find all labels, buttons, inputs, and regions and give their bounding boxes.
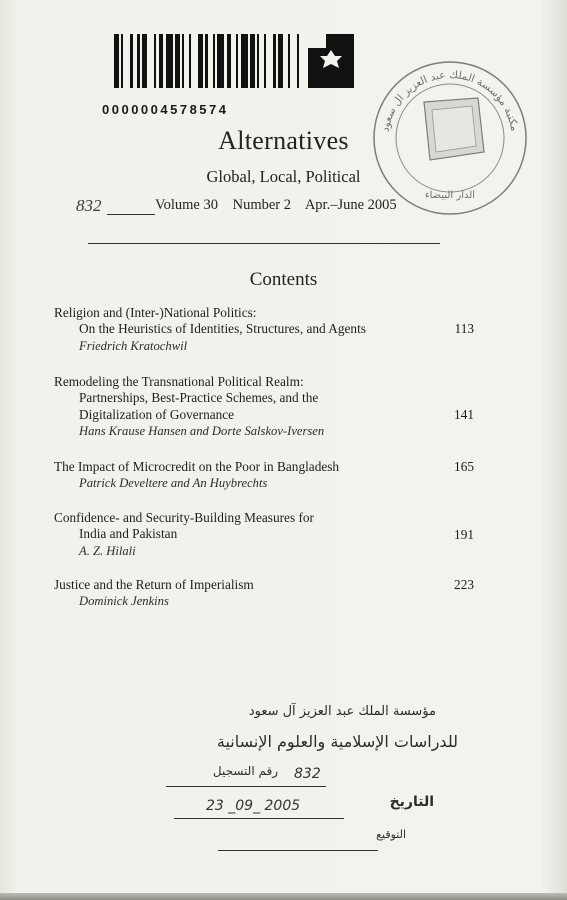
- reg-label: رقم التسجيل: [212, 764, 278, 778]
- registration-stamp: [144, 690, 464, 860]
- barcode-gap: [290, 34, 297, 88]
- toc-entry: [54, 459, 474, 491]
- toc-entry-author: Dominick Jenkins: [79, 594, 169, 609]
- barcode-bar: [241, 34, 248, 88]
- toc-entry: [54, 510, 474, 559]
- library-logo-icon: [308, 34, 354, 88]
- toc-entry-title-line: Remodeling the Transnational Political Realm:: [54, 374, 304, 389]
- barcode-bar: [217, 34, 224, 88]
- barcode-gap: [266, 34, 273, 88]
- page-bottom-edge: [0, 893, 567, 900]
- toc-entry-title-line: India and Pakistan: [79, 526, 178, 542]
- toc-entry-page: 113: [454, 321, 474, 336]
- barcode-gap: [123, 34, 130, 88]
- stamp-institution-line: للدراسات الإسلامية والعلوم الإنسانية: [216, 732, 458, 751]
- barcode-bars: [114, 34, 302, 88]
- divider-rule: [88, 243, 440, 244]
- library-barcode: [100, 26, 352, 117]
- journal-title: Alternatives: [218, 126, 349, 155]
- toc-entry-page: 141: [454, 407, 474, 422]
- stamp-institution-line: مؤسسة الملك عبد العزيز آل سعود: [248, 704, 436, 719]
- signature-label: التوقيع: [376, 828, 406, 841]
- volume-label: Volume 30: [155, 197, 218, 213]
- toc-entry-title-line: Confidence- and Security-Building Measures for: [54, 510, 314, 525]
- issue-info: [155, 197, 408, 214]
- barcode-gap: [299, 34, 301, 88]
- date-value: 23 _09_ 2005: [206, 798, 301, 814]
- issue-date: Apr.–June 2005: [304, 197, 397, 213]
- reg-underline: [166, 786, 326, 787]
- toc-entry-page: 165: [454, 459, 474, 474]
- signature-underline: [218, 850, 378, 851]
- toc-entry-title-line: The Impact of Microcredit on the Poor in Bangladesh: [54, 459, 340, 474]
- toc-entry-title-line: Justice and the Return of Imperialism: [54, 577, 254, 592]
- handwritten-underline: [107, 214, 155, 215]
- date-label: التاريخ: [389, 794, 434, 810]
- number-label: Number 2: [232, 197, 291, 213]
- toc-entry-title-line: Digitalization of Governance: [79, 406, 235, 422]
- stamp-bottom-text: الدار البيضاء: [424, 190, 476, 201]
- toc-entry: [54, 305, 474, 354]
- toc-entry: [54, 374, 474, 439]
- toc-entry-title-line: Partnerships, Best-Practice Schemes, and the: [79, 390, 319, 406]
- barcode-gap: [147, 34, 154, 88]
- toc-entry-title-line: On the Heuristics of Identities, Structures, and Agents: [79, 321, 366, 337]
- stamp-ring-text: مكتبة مؤسسة الملك عبد العزيز ال سعود: [379, 68, 521, 133]
- reg-value: 832: [294, 766, 321, 782]
- barcode-number: 0000004578574: [102, 102, 229, 117]
- date-underline: [174, 818, 344, 819]
- toc-entry: [54, 577, 474, 609]
- toc-entry-author: Patrick Develtere and An Huybrechts: [79, 476, 268, 491]
- toc-entry-author: Friedrich Kratochwil: [79, 338, 188, 353]
- toc-entry-author: Hans Krause Hansen and Dorte Salskov-Iversen: [79, 423, 325, 438]
- contents-heading: Contents: [249, 269, 318, 290]
- barcode-gap: [191, 34, 198, 88]
- barcode-bar: [166, 34, 173, 88]
- toc-entry-title-line: Religion and (Inter-)National Politics:: [54, 305, 257, 320]
- toc-entry-page: 191: [454, 527, 474, 542]
- handwritten-accession-number: 832: [76, 196, 102, 215]
- toc-entry-page: 223: [454, 577, 474, 592]
- toc-entry-author: A. Z. Hilali: [79, 543, 136, 558]
- journal-subtitle: Global, Local, Political: [206, 167, 361, 186]
